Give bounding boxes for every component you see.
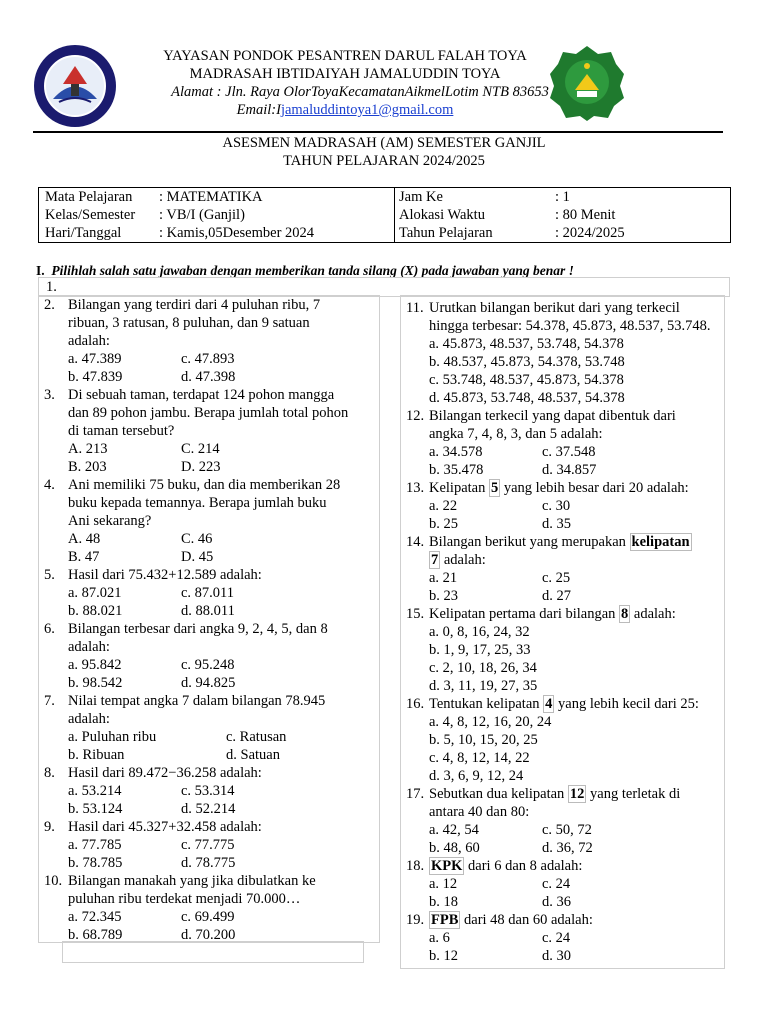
answer-option: d. 27 <box>542 588 571 604</box>
answer-option: a. 95.842 <box>68 657 122 673</box>
question-text: Bilangan terbesar dari angka 9, 2, 4, 5, dan 8 <box>68 621 328 637</box>
question-keyword: 7 <box>431 552 439 568</box>
info-value: : MATEMATIKA <box>159 189 263 205</box>
answer-option: d. 3, 11, 19, 27, 35 <box>429 678 538 694</box>
question-number: 15. <box>406 606 425 622</box>
question-text <box>429 533 692 551</box>
question-text: Urutkan bilangan berikut dari yang terkecil <box>429 300 680 316</box>
answer-option: D. 223 <box>181 459 221 475</box>
school-address: Alamat : Jln. Raya OlorToyaKecamatanAikmelLotim NTB 83653 <box>171 84 549 100</box>
answer-option: d. Satuan <box>226 747 280 763</box>
answer-option: B. 47 <box>68 549 100 565</box>
exam-title: ASESMEN MADRASAH (AM) SEMESTER GANJIL <box>222 135 546 151</box>
question-text-part: dari 48 dan 60 adalah: <box>460 912 593 928</box>
answer-option: b. 5, 10, 15, 20, 25 <box>429 732 538 748</box>
question-number: 13. <box>406 480 425 496</box>
question-text: buku kepada temannya. Berapa jumlah buku <box>68 495 327 511</box>
answer-option: b. 35.478 <box>429 462 484 478</box>
answer-option: d. 47.398 <box>181 369 236 385</box>
answer-option: c. 4, 8, 12, 14, 22 <box>429 750 530 766</box>
question-1-row <box>38 277 730 297</box>
info-value: : 2024/2025 <box>555 225 625 241</box>
question-keyword: 12 <box>569 786 585 802</box>
question-number: 11. <box>406 300 424 316</box>
email-line <box>120 101 570 119</box>
answer-option: a. 22 <box>429 498 458 514</box>
answer-option: c. 50, 72 <box>542 822 592 838</box>
answer-option: c. 24 <box>542 930 571 946</box>
email-link[interactable]: jamaluddintoya1@gmail.com <box>280 102 454 118</box>
email-prefix: Email:I <box>236 102 281 118</box>
answer-option: a. 77.785 <box>68 837 122 853</box>
answer-option: d. 45.873, 53.748, 48.537, 54.378 <box>429 390 625 406</box>
answer-option: b. 18 <box>429 894 458 910</box>
answer-option: a. 72.345 <box>68 909 122 925</box>
question-text <box>429 479 689 497</box>
info-value: : VB/I (Ganjil) <box>159 207 245 223</box>
question-text: puluhan ribu terdekat menjadi 70.000… <box>68 891 301 907</box>
question-text-part: yang lebih kecil dari 25: <box>554 696 699 712</box>
question-text: dan 89 pohon jambu. Berapa jumlah total pohon <box>68 405 349 421</box>
answer-option: d. 88.011 <box>181 603 235 619</box>
answer-option: a. 87.021 <box>68 585 122 601</box>
info-label: Alokasi Waktu <box>399 207 485 223</box>
question-text <box>429 605 676 623</box>
answer-option: A. 213 <box>68 441 108 457</box>
answer-option: d. 34.857 <box>542 462 597 478</box>
answer-option: C. 214 <box>181 441 220 457</box>
answer-option: a. 12 <box>429 876 458 892</box>
answer-option: a. 4, 8, 12, 16, 20, 24 <box>429 714 552 730</box>
exam-info-table <box>38 187 731 243</box>
question-text: Nilai tempat angka 7 dalam bilangan 78.945 <box>68 693 326 709</box>
question-keyword: kelipatan <box>631 534 690 550</box>
answer-option: c. 24 <box>542 876 571 892</box>
question-number: 18. <box>406 858 425 874</box>
answer-option: c. 2, 10, 18, 26, 34 <box>429 660 537 676</box>
info-label: Tahun Pelajaran <box>399 225 493 241</box>
answer-option: d. 36 <box>542 894 571 910</box>
question-text-part: Kelipatan pertama dari bilangan <box>429 606 620 622</box>
answer-option: c. 69.499 <box>181 909 235 925</box>
question-number: 4. <box>44 477 55 493</box>
question-text <box>429 695 699 713</box>
answer-option: a. 45.873, 48.537, 53.748, 54.378 <box>429 336 624 352</box>
question-text <box>429 551 486 569</box>
question-text: Ani memiliki 75 buku, dan dia memberikan 28 <box>68 477 341 493</box>
question-text-part: yang lebih besar dari 20 adalah: <box>500 480 689 496</box>
question-text: adalah: <box>68 639 110 655</box>
answer-option: c. 30 <box>542 498 571 514</box>
question-text: ribuan, 3 ratusan, 8 puluhan, dan 9 satuan <box>68 315 310 331</box>
question-number: 3. <box>44 387 55 403</box>
question-number: 5. <box>44 567 55 583</box>
question-keyword: 8 <box>621 606 629 622</box>
info-value: : 80 Menit <box>555 207 616 223</box>
question-text <box>429 857 582 875</box>
answer-option: b. 98.542 <box>68 675 123 691</box>
question-number: 6. <box>44 621 55 637</box>
question-number: 19. <box>406 912 425 928</box>
question-text <box>429 803 529 821</box>
question-text-part: adalah: <box>440 552 486 568</box>
question-keyword: 4 <box>545 696 553 712</box>
question-text-part: yang terletak di <box>586 786 681 802</box>
question-text <box>429 785 680 803</box>
question-text: Bilangan yang terdiri dari 4 puluhan ribu, 7 <box>68 297 321 313</box>
answer-option: d. 78.775 <box>181 855 236 871</box>
question-text: Hasil dari 75.432+12.589 adalah: <box>68 567 262 583</box>
question-text-part: Bilangan berikut yang merupakan <box>429 534 630 550</box>
question-number: 14. <box>406 534 425 550</box>
question-text-part: Kelipatan <box>429 480 489 496</box>
info-value: : Kamis,05Desember 2024 <box>159 225 315 241</box>
answer-option: b. 23 <box>429 588 458 604</box>
answer-option: d. 70.200 <box>181 927 236 943</box>
info-label: Jam Ke <box>399 189 443 205</box>
question-text: Bilangan manakah yang jika dibulatkan ke <box>68 873 316 889</box>
foundation-name: YAYASAN PONDOK PESANTREN DARUL FALAH TOYA <box>163 48 527 64</box>
answer-option: c. 53.314 <box>181 783 235 799</box>
info-label: Mata Pelajaran <box>45 189 133 205</box>
question-text: Di sebuah taman, terdapat 124 pohon mangga <box>68 387 335 403</box>
answer-option: b. 68.789 <box>68 927 123 943</box>
question-number: 8. <box>44 765 55 781</box>
answer-option: a. 42, 54 <box>429 822 479 838</box>
question-text: Ani sekarang? <box>68 513 152 529</box>
question-text-part: adalah: <box>630 606 676 622</box>
answer-option: c. 77.775 <box>181 837 235 853</box>
answer-option: b. 1, 9, 17, 25, 33 <box>429 642 531 658</box>
question-text-part: Sebutkan dua kelipatan <box>429 786 568 802</box>
left-bottom-box <box>62 941 364 963</box>
answer-option: d. 3, 6, 9, 12, 24 <box>429 768 524 784</box>
answer-option: c. 25 <box>542 570 571 586</box>
question-keyword: FPB <box>431 912 459 928</box>
answer-option: b. 78.785 <box>68 855 123 871</box>
answer-option: b. 47.839 <box>68 369 123 385</box>
answer-option: a. 0, 8, 16, 24, 32 <box>429 624 530 640</box>
question-text-part: Tentukan kelipatan <box>429 696 544 712</box>
question-keyword: 5 <box>491 480 499 496</box>
question-text: angka 7, 4, 8, 3, dan 5 adalah: <box>429 426 603 442</box>
answer-option: b. Ribuan <box>68 747 125 763</box>
answer-option: a. Puluhan ribu <box>68 729 157 745</box>
question-text: Hasil dari 89.472−36.258 adalah: <box>68 765 262 781</box>
answer-option: c. 47.893 <box>181 351 235 367</box>
question-text: di taman tersebut? <box>68 423 175 439</box>
answer-option: B. 203 <box>68 459 107 475</box>
answer-option: c. 37.548 <box>542 444 596 460</box>
answer-option: b. 48.537, 45.873, 54.378, 53.748 <box>429 354 625 370</box>
answer-option: c. Ratusan <box>226 729 287 745</box>
answer-option: b. 88.021 <box>68 603 123 619</box>
answer-option: b. 53.124 <box>68 801 123 817</box>
answer-option: a. 47.389 <box>68 351 122 367</box>
answer-option: a. 21 <box>429 570 458 586</box>
answer-option: b. 48, 60 <box>429 840 480 856</box>
answer-option: d. 36, 72 <box>542 840 593 856</box>
question-number: 10. <box>44 873 63 889</box>
question-text: hingga terbesar: 54.378, 45.873, 48.537, 53.748. <box>429 318 711 334</box>
answer-option: d. 30 <box>542 948 571 964</box>
answer-option: a. 6 <box>429 930 450 946</box>
answer-option: c. 95.248 <box>181 657 235 673</box>
question-text: adalah: <box>68 333 110 349</box>
question-text: adalah: <box>68 711 110 727</box>
question-text <box>429 911 593 929</box>
question-number: 1. <box>46 279 57 295</box>
answer-option: C. 46 <box>181 531 213 547</box>
answer-option: d. 35 <box>542 516 571 532</box>
info-value: : 1 <box>555 189 570 205</box>
answer-option: c. 53.748, 48.537, 45.873, 54.378 <box>429 372 624 388</box>
answer-option: d. 52.214 <box>181 801 236 817</box>
question-number: 2. <box>44 297 55 313</box>
question-number: 17. <box>406 786 425 802</box>
header-divider <box>33 131 723 133</box>
question-text-part: dari 6 dan 8 adalah: <box>464 858 583 874</box>
question-keyword: KPK <box>431 858 463 874</box>
info-label: Kelas/Semester <box>45 207 136 223</box>
answer-option: A. 48 <box>68 531 101 547</box>
question-text-part: antara 40 dan 80: <box>429 804 530 820</box>
answer-option: D. 45 <box>181 549 214 565</box>
question-text: Hasil dari 45.327+32.458 adalah: <box>68 819 262 835</box>
answer-option: a. 34.578 <box>429 444 483 460</box>
answer-option: d. 94.825 <box>181 675 236 691</box>
section-number: I. <box>36 263 45 278</box>
table-divider <box>394 188 395 242</box>
instruction-text: Pilihlah salah satu jawaban dengan memberikan tanda silang (X) pada jawaban yang benar ! <box>51 263 574 278</box>
answer-option: b. 25 <box>429 516 458 532</box>
answer-option: c. 87.011 <box>181 585 235 601</box>
school-logo <box>33 44 117 128</box>
question-number: 7. <box>44 693 55 709</box>
info-label: Hari/Tanggal <box>45 225 122 241</box>
question-text: Bilangan terkecil yang dapat dibentuk dari <box>429 408 676 424</box>
answer-option: a. 53.214 <box>68 783 122 799</box>
school-name: MADRASAH IBTIDAIYAH JAMALUDDIN TOYA <box>189 66 501 82</box>
answer-option: b. 12 <box>429 948 458 964</box>
exam-year: TAHUN PELAJARAN 2024/2025 <box>283 153 485 169</box>
question-number: 9. <box>44 819 55 835</box>
question-number: 16. <box>406 696 425 712</box>
question-number: 12. <box>406 408 425 424</box>
